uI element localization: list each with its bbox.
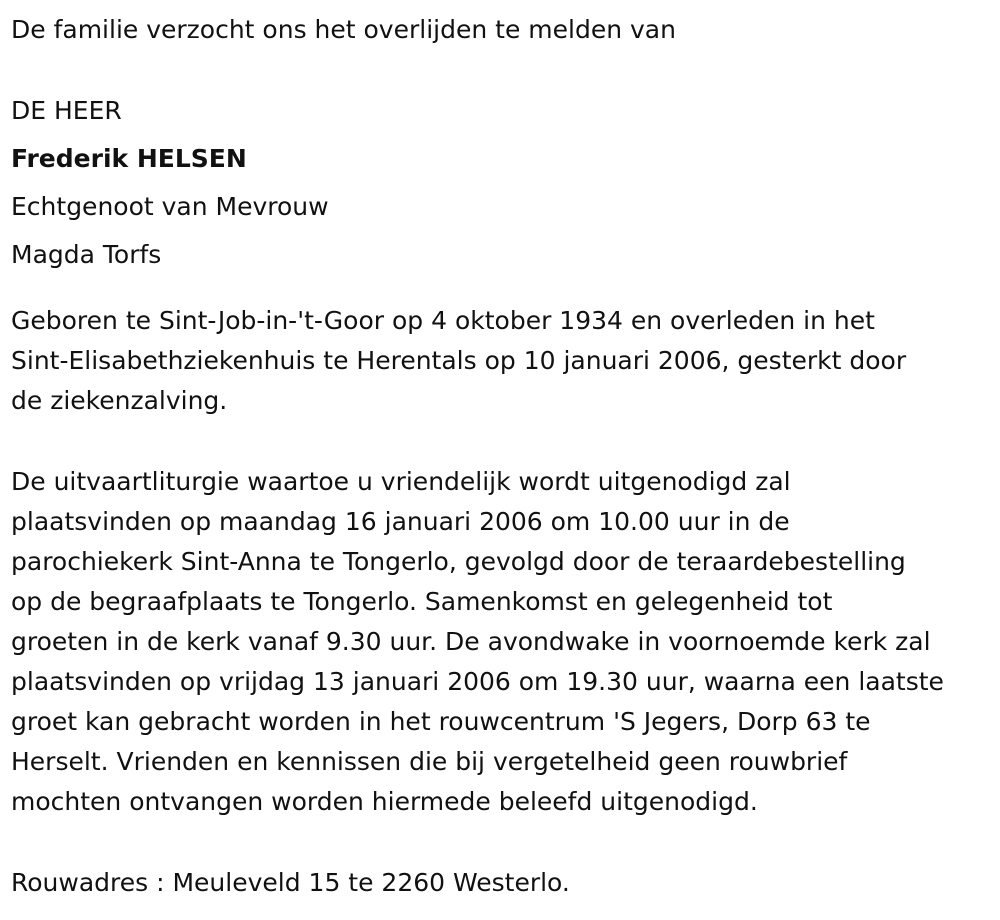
spacer <box>11 822 1000 863</box>
deceased-name: Frederik HELSEN <box>11 144 247 173</box>
funeral-line: op de begraafplaats te Tongerlo. Samenkomst en gelegenheid tot <box>11 587 833 616</box>
relation-line-2: Magda Torfs <box>11 240 162 269</box>
funeral-line: groet kan gebracht worden in het rouwcentrum 'S Jegers, Dorp 63 te <box>11 707 871 736</box>
birth-line: de ziekenzalving. <box>11 386 228 415</box>
funeral-line: Herselt. Vrienden en kennissen die bij vergetelheid geen rouwbrief <box>11 747 848 776</box>
intro-text: De familie verzocht ons het overlijden te melden van <box>11 15 676 44</box>
relation-line-1: Echtgenoot van Mevrouw <box>11 192 329 221</box>
birth-line: Sint-Elisabethziekenhuis te Herentals op 10 januari 2006, gesterkt door <box>11 346 907 375</box>
funeral-line: mochten ontvangen worden hiermede beleefd uitgenodigd. <box>11 787 758 816</box>
spacer <box>11 421 1000 462</box>
spacer <box>11 279 1000 301</box>
birth-line: Geboren te Sint-Job-in-'t-Goor op 4 oktober 1934 en overleden in het <box>11 306 875 335</box>
honorific-title: DE HEER <box>11 96 122 125</box>
funeral-line: plaatsvinden op vrijdag 13 januari 2006 om 19.30 uur, waarna een laatste <box>11 667 944 696</box>
mourning-address: Rouwadres : Meuleveld 15 te 2260 Westerlo. <box>11 868 570 897</box>
funeral-line: groeten in de kerk vanaf 9.30 uur. De avondwake in voornoemde kerk zal <box>11 627 931 656</box>
funeral-line: De uitvaartliturgie waartoe u vriendelijk wordt uitgenodigd zal <box>11 467 791 496</box>
funeral-line: plaatsvinden op maandag 16 januari 2006 om 10.00 uur in de <box>11 507 790 536</box>
funeral-line: parochiekerk Sint-Anna te Tongerlo, gevolgd door de teraardebestelling <box>11 547 906 576</box>
spacer <box>11 54 1000 87</box>
birth-paragraph <box>11 301 1000 421</box>
funeral-paragraph <box>11 462 1000 822</box>
